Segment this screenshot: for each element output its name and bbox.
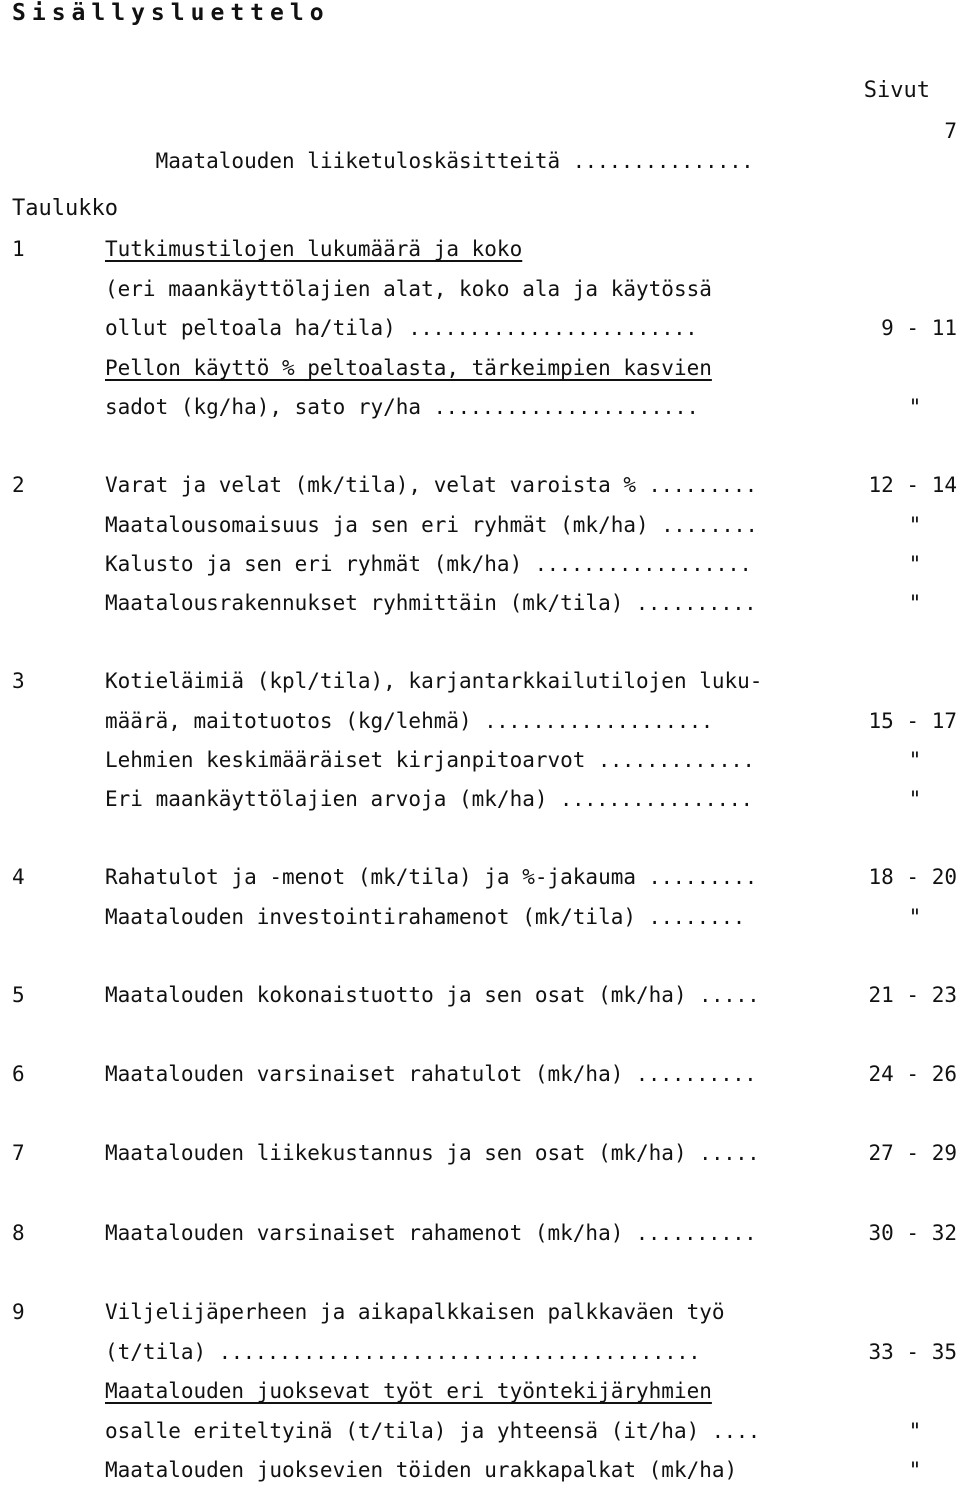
page-range: 15 - 17 [868, 709, 957, 733]
toc-entry-line [105, 666, 795, 696]
toc-entry-text: Tutkimustilojen lukumäärä ja koko [105, 237, 523, 261]
toc-entry-line [105, 862, 795, 892]
ditto-mark: " [908, 513, 922, 537]
page-range: 12 - 14 [868, 473, 957, 497]
table-number: 6 [12, 1062, 25, 1086]
leader-dots: ..... [699, 1141, 760, 1165]
intro-entry [105, 116, 795, 173]
toc-entry-line [105, 784, 795, 814]
toc-entry-line [105, 1218, 795, 1248]
toc-entry-text: (eri maankäyttölajien alat, koko ala ja käytössä [105, 277, 712, 301]
toc-entry-line [105, 1337, 795, 1367]
intro-entry-text: Maatalouden liiketuloskäsitteitä [155, 149, 561, 173]
toc-entry-text: Maatalouden varsinaiset rahamenot (mk/ha) [105, 1221, 624, 1245]
ditto-mark: " [908, 395, 922, 419]
table-label: Taulukko [12, 196, 118, 221]
leader-dots: ......... [648, 865, 758, 889]
toc-entry-text: osalle eriteltyinä (t/tila) ja yhteensä (it/ha) [105, 1419, 700, 1443]
table-number: 1 [12, 237, 25, 261]
toc-entry-text: Maatalouden kokonaistuotto ja sen osat (mk/ha) [105, 983, 687, 1007]
leader-dots: .................. [534, 552, 752, 576]
toc-entry-text: Viljelijäperheen ja aikapalkkaisen palkkaväen työ [105, 1300, 725, 1324]
page-range: 24 - 26 [868, 1062, 957, 1086]
toc-entry-text: Pellon käyttö % peltoalasta, tärkeimpien kasvien [105, 356, 712, 380]
toc-entry-text: Varat ja velat (mk/tila), velat varoista % [105, 473, 637, 497]
leader-dots: ............... [572, 149, 754, 173]
toc-entry-text: Maatalouden varsinaiset rahatulot (mk/ha) [105, 1062, 624, 1086]
toc-entry-text: Kotieläimiä (kpl/tila), karjantarkkailutilojen luku- [105, 669, 763, 693]
leader-dots: ................... [484, 709, 714, 733]
page-range: 27 - 29 [868, 1141, 957, 1165]
leader-dots: ........ [648, 905, 745, 929]
toc-entry-line [105, 470, 795, 500]
table-number: 4 [12, 865, 25, 889]
toc-entry-line [105, 274, 795, 304]
table-number: 3 [12, 669, 25, 693]
toc-entry-line [105, 745, 795, 775]
ditto-mark: " [908, 905, 922, 929]
toc-entry-line [105, 902, 795, 932]
ditto-mark: " [908, 787, 922, 811]
toc-entry-line [105, 392, 795, 422]
page-title: Sisällysluettelo [12, 0, 330, 26]
toc-entry-line [105, 980, 795, 1010]
page-range: 9 - 11 [881, 316, 957, 340]
toc-entry-line [105, 1455, 795, 1485]
toc-entry-line [105, 313, 795, 343]
ditto-mark: " [908, 552, 922, 576]
toc-entry-text: Maatalouden juoksevat työt eri työntekijäryhmien [105, 1379, 712, 1403]
page-range: 33 - 35 [868, 1340, 957, 1364]
toc-entry-text: määrä, maitotuotos (kg/lehmä) [105, 709, 472, 733]
ditto-mark: " [908, 748, 922, 772]
toc-entry-text: Maatalouden liikekustannus ja sen osat (mk/ha) [105, 1141, 687, 1165]
table-number: 8 [12, 1221, 25, 1245]
toc-entry-text: Eri maankäyttölajien arvoja (mk/ha) [105, 787, 548, 811]
page-range: 21 - 23 [868, 983, 957, 1007]
table-number: 7 [12, 1141, 25, 1165]
toc-entry-line [105, 549, 795, 579]
leader-dots: ......... [648, 473, 758, 497]
leader-dots: ........................ [408, 316, 698, 340]
toc-entry-text: Kalusto ja sen eri ryhmät (mk/ha) [105, 552, 523, 576]
toc-entry-text: ollut peltoala ha/tila) [105, 316, 396, 340]
table-number: 5 [12, 983, 25, 1007]
leader-dots: ........ [661, 513, 758, 537]
toc-entry-line [105, 1376, 795, 1406]
page-range: 30 - 32 [868, 1221, 957, 1245]
toc-entry-text: (t/tila) [105, 1340, 207, 1364]
ditto-mark: " [908, 591, 922, 615]
toc-entry-line [105, 588, 795, 618]
pages-column-header: Sivut [863, 78, 930, 103]
leader-dots: ................ [560, 787, 753, 811]
toc-entry-line [105, 1059, 795, 1089]
leader-dots: ..... [699, 983, 760, 1007]
toc-entry-line [105, 510, 795, 540]
page-range: 18 - 20 [868, 865, 957, 889]
leader-dots: ........................................ [218, 1340, 701, 1364]
toc-entry-text: sadot (kg/ha), sato ry/ha [105, 395, 422, 419]
leader-dots: ............. [598, 748, 755, 772]
toc-entry-text: Maatalouden investointirahamenot (mk/tila) [105, 905, 637, 929]
toc-entry-line [105, 234, 795, 264]
toc-entry-text: Maatalousomaisuus ja sen eri ryhmät (mk/ha) [105, 513, 649, 537]
leader-dots: ...................... [433, 395, 699, 419]
table-number: 2 [12, 473, 25, 497]
toc-entry-line [105, 706, 795, 736]
table-number: 9 [12, 1300, 25, 1324]
leader-dots: .......... [636, 1062, 757, 1086]
toc-entry-line [105, 353, 795, 383]
ditto-mark: " [908, 1419, 922, 1443]
leader-dots: .......... [636, 1221, 757, 1245]
toc-entry-line [105, 1297, 795, 1327]
leader-dots: .... [711, 1419, 761, 1443]
intro-page-number: 7 [944, 119, 957, 143]
toc-entry-line [105, 1416, 795, 1446]
toc-entry-text: Lehmien keskimääräiset kirjanpitoarvot [105, 748, 586, 772]
toc-entry-text: Rahatulot ja -menot (mk/tila) ja %-jakauma [105, 865, 637, 889]
toc-entry-text: Maatalousrakennukset ryhmittäin (mk/tila) [105, 591, 624, 615]
toc-entry-text: Maatalouden juoksevien töiden urakkapalkat (mk/ha) [105, 1458, 738, 1482]
toc-entry-line [105, 1138, 795, 1168]
ditto-mark: " [908, 1458, 922, 1482]
leader-dots: .......... [636, 591, 757, 615]
